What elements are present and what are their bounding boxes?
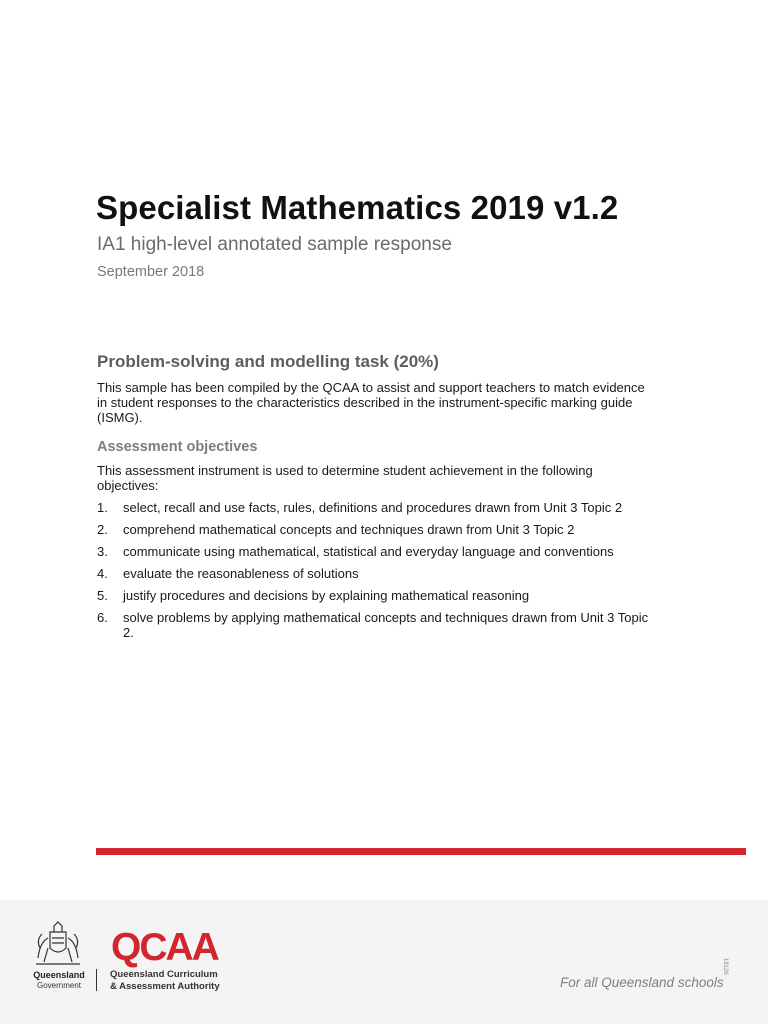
objective-item <box>97 500 657 515</box>
section-intro: This sample has been compiled by the QCAA to assist and support teachers to match evidence in student responses to the characteristics described in the instrument-specific marking guide (ISMG). <box>97 380 645 425</box>
logo-divider <box>96 969 97 991</box>
document-title: Specialist Mathematics 2019 v1.2 <box>96 189 619 226</box>
objective-number: 5. <box>97 588 108 603</box>
objective-text: select, recall and use facts, rules, definitions and procedures drawn from Unit 3 Topic 2 <box>123 500 623 515</box>
objective-item <box>97 522 657 537</box>
objective-number: 4. <box>97 566 108 581</box>
red-divider-rule <box>96 848 746 855</box>
objective-number: 6. <box>97 610 108 625</box>
objective-number: 1. <box>97 500 108 515</box>
objectives-list <box>97 500 657 647</box>
objective-item <box>97 566 657 581</box>
section-heading: Problem-solving and modelling task (20%) <box>97 352 439 371</box>
objectives-intro: This assessment instrument is used to determine student achievement in the following objectives: <box>97 463 593 493</box>
objective-text: comprehend mathematical concepts and techniques drawn from Unit 3 Topic 2 <box>123 522 575 537</box>
objectives-heading: Assessment objectives <box>97 439 258 455</box>
qcaa-name-line2: & Assessment Authority <box>110 981 220 992</box>
document-subtitle: IA1 high-level annotated sample response <box>97 234 452 255</box>
qcaa-name-line1: Queensland Curriculum <box>110 969 218 980</box>
qcaa-logo: QCAA <box>111 926 218 969</box>
document-code: 18126 <box>722 958 728 975</box>
objective-item <box>97 610 657 640</box>
objective-item <box>97 544 657 559</box>
queensland-coat-of-arms-icon <box>30 918 86 970</box>
objective-text: communicate using mathematical, statistical and everyday language and conventions <box>123 544 614 559</box>
objective-number: 3. <box>97 544 108 559</box>
footer-tagline: For all Queensland schools <box>560 975 724 990</box>
objective-text: justify procedures and decisions by explaining mathematical reasoning <box>123 588 530 603</box>
objective-item <box>97 588 657 603</box>
objective-text: solve problems by applying mathematical concepts and techniques drawn from Unit 3 Topic 2. <box>123 610 649 640</box>
government-wordmark: Government <box>36 981 82 990</box>
queensland-wordmark: Queensland <box>33 970 85 980</box>
objective-text: evaluate the reasonableness of solutions <box>123 566 359 581</box>
objective-number: 2. <box>97 522 108 537</box>
document-date: September 2018 <box>97 264 205 280</box>
